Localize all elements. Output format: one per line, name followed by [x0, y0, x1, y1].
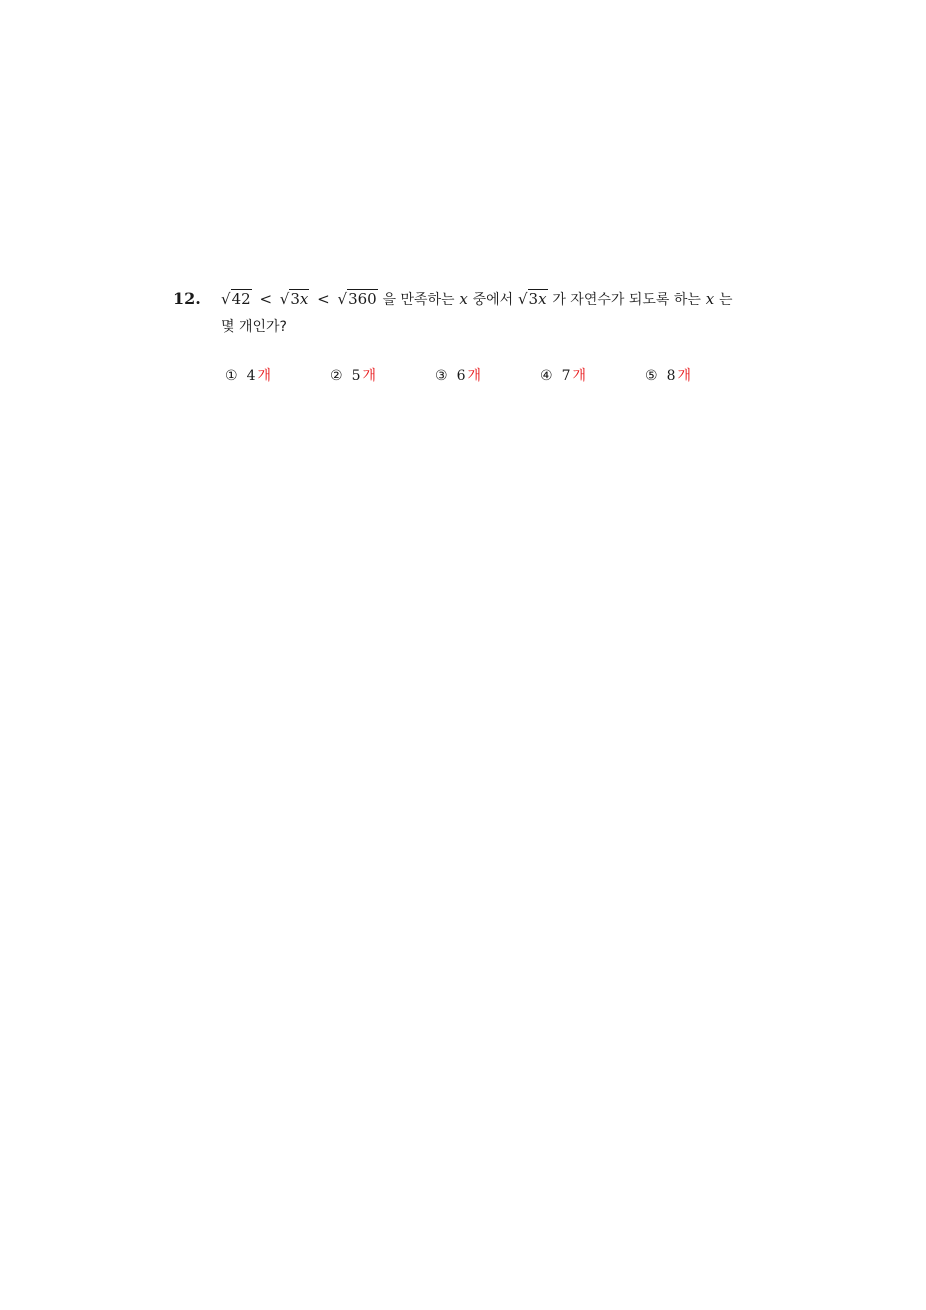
less-than-symbol-2: <: [317, 290, 330, 308]
radicand-coefficient: 3: [290, 290, 300, 308]
choice-3[interactable]: [435, 365, 481, 385]
choice-value: 7: [561, 368, 571, 384]
stem-text-4: 는: [718, 292, 733, 308]
choice-value: 6: [456, 368, 466, 384]
choice-5[interactable]: [645, 365, 691, 385]
choice-value: 4: [246, 368, 256, 384]
choice-4[interactable]: [540, 365, 586, 385]
variable-x-2: x: [705, 290, 715, 308]
radicand-360: 360: [348, 290, 377, 308]
choice-1[interactable]: [225, 365, 271, 385]
stem-text-2: 중에서: [472, 292, 514, 308]
problem-stem: [221, 286, 761, 340]
problem-number: 12.: [173, 289, 201, 308]
choice-marker: ⑤: [645, 368, 658, 384]
choice-value: 5: [351, 368, 361, 384]
choice-2[interactable]: [330, 365, 376, 385]
stem-text-3: 가 자연수가 되도록 하는: [552, 292, 701, 308]
sqrt-3x-2: √3x: [517, 290, 547, 308]
choice-marker: ①: [225, 368, 238, 384]
sqrt-42: √42: [221, 290, 251, 308]
choice-unit: 개: [257, 368, 272, 384]
choice-unit: 개: [467, 368, 482, 384]
choice-marker: ④: [540, 368, 553, 384]
variable-x: x: [459, 290, 468, 308]
radicand-coefficient-2: 3: [528, 290, 539, 308]
sqrt-3x: √3x: [279, 290, 309, 308]
radicand-42: 42: [231, 290, 251, 308]
choice-value: 8: [666, 368, 676, 384]
stem-text-1: 을 만족하는: [382, 292, 455, 308]
choice-unit: 개: [677, 368, 692, 384]
choice-unit: 개: [572, 368, 587, 384]
choice-unit: 개: [362, 368, 377, 384]
radicand-variable: x: [299, 290, 309, 308]
radicand-variable-2: x: [538, 290, 547, 308]
choice-marker: ②: [330, 368, 343, 384]
sqrt-360: √360: [337, 290, 377, 308]
stem-line-2: 몇 개인가?: [221, 319, 287, 335]
choice-marker: ③: [435, 368, 448, 384]
less-than-symbol: <: [259, 290, 273, 308]
